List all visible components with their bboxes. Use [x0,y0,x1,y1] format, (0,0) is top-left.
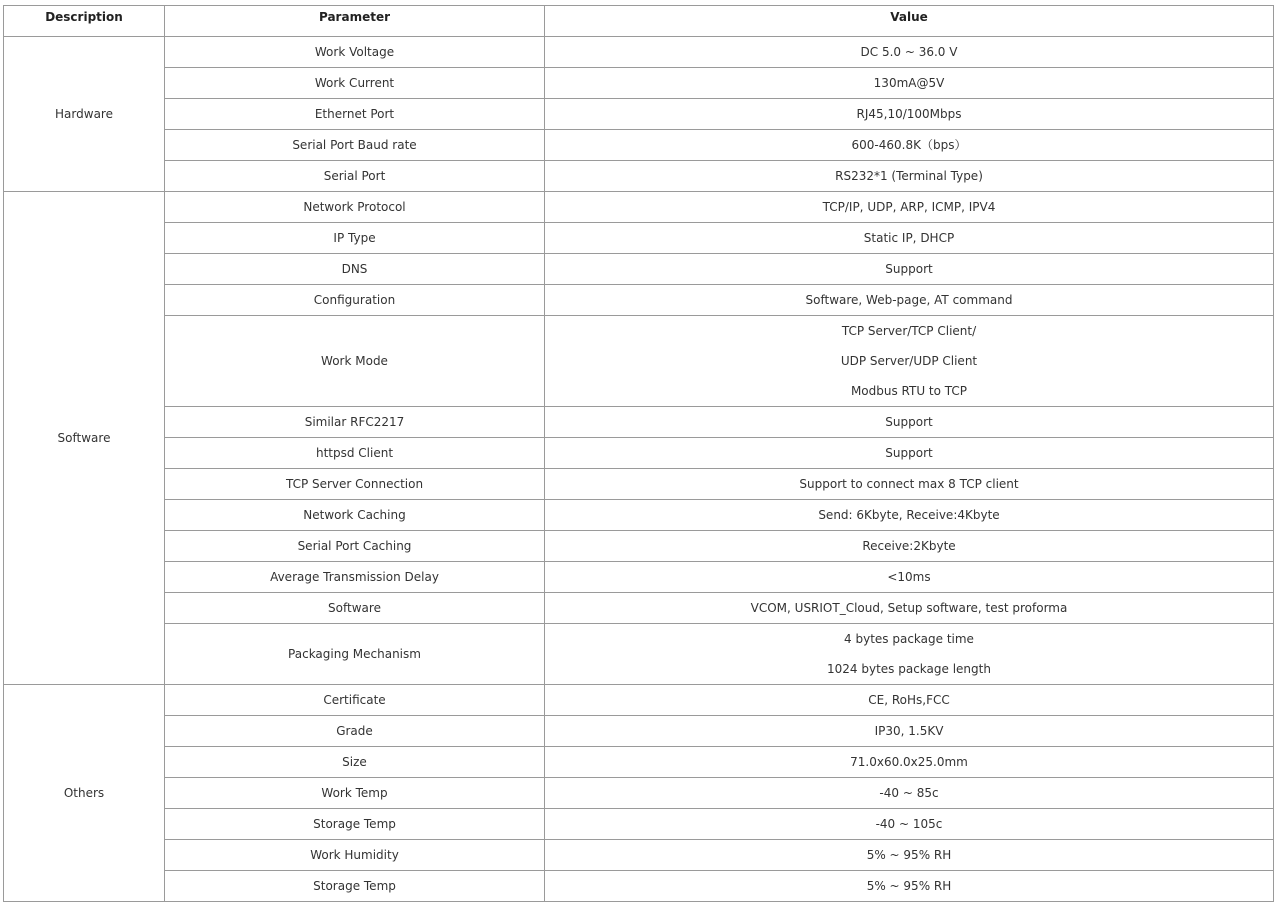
header-parameter: Parameter [165,6,545,37]
table-row [4,716,1274,747]
parameter-cell: Grade [165,716,545,747]
header-value: Value [545,6,1274,37]
table-row [4,840,1274,871]
value-cell: Support to connect max 8 TCP client [545,469,1274,500]
table-row [4,871,1274,902]
table-row [4,161,1274,192]
value-cell: 600-460.8K（bps） [545,130,1274,161]
value-cell: Support [545,254,1274,285]
value-cell: Software, Web-page, AT command [545,285,1274,316]
parameter-cell: DNS [165,254,545,285]
table-row [4,192,1274,223]
parameter-cell: Serial Port Caching [165,531,545,562]
table-row [4,99,1274,130]
value-cell: 71.0x60.0x25.0mm [545,747,1274,778]
value-cell: Static IP, DHCP [545,223,1274,254]
value-cell: -40 ~ 85c [545,778,1274,809]
value-line: TCP Server/TCP Client/ [841,324,977,338]
value-cell [545,624,1274,685]
parameter-cell: Work Humidity [165,840,545,871]
table-row [4,223,1274,254]
value-cell: Support [545,407,1274,438]
table-row [4,500,1274,531]
value-cell: Send: 6Kbyte, Receive:4Kbyte [545,500,1274,531]
table-row [4,316,1274,407]
table-row [4,778,1274,809]
parameter-cell: Work Voltage [165,37,545,68]
parameter-cell: Similar RFC2217 [165,407,545,438]
parameter-cell: Serial Port [165,161,545,192]
table-row [4,285,1274,316]
parameter-cell: Certificate [165,685,545,716]
header-row [4,6,1274,37]
group-label-hardware: Hardware [4,37,165,192]
value-cell: Receive:2Kbyte [545,531,1274,562]
table-row [4,531,1274,562]
value-cell: RJ45,10/100Mbps [545,99,1274,130]
value-line: 1024 bytes package length [827,662,991,676]
value-cell: VCOM, USRIOT_Cloud, Setup software, test proforma [545,593,1274,624]
value-cell [545,316,1274,407]
spec-table [3,5,1274,902]
table-row [4,624,1274,685]
table-row [4,407,1274,438]
table-row [4,685,1274,716]
group-label-software: Software [4,192,165,685]
table-row [4,747,1274,778]
value-cell: IP30, 1.5KV [545,716,1274,747]
parameter-cell: Work Current [165,68,545,99]
value-cell: TCP/IP, UDP, ARP, ICMP, IPV4 [545,192,1274,223]
table-row [4,438,1274,469]
value-cell: DC 5.0 ~ 36.0 V [545,37,1274,68]
table-row [4,562,1274,593]
parameter-cell: Network Protocol [165,192,545,223]
table-row [4,68,1274,99]
parameter-cell: Storage Temp [165,809,545,840]
parameter-cell: Packaging Mechanism [165,624,545,685]
parameter-cell: Software [165,593,545,624]
parameter-cell: httpsd Client [165,438,545,469]
parameter-cell: Ethernet Port [165,99,545,130]
parameter-cell: Network Caching [165,500,545,531]
table-row [4,37,1274,68]
value-cell: Support [545,438,1274,469]
parameter-cell: TCP Server Connection [165,469,545,500]
value-cell: -40 ~ 105c [545,809,1274,840]
table-row [4,809,1274,840]
value-line: Modbus RTU to TCP [850,384,968,398]
parameter-cell: Average Transmission Delay [165,562,545,593]
value-cell: 130mA@5V [545,68,1274,99]
header-description: Description [4,6,165,37]
parameter-cell: Configuration [165,285,545,316]
value-cell: RS232*1 (Terminal Type) [545,161,1274,192]
table-row [4,469,1274,500]
value-cell: <10ms [545,562,1274,593]
value-line: 4 bytes package time [844,632,974,646]
group-label-others: Others [4,685,165,902]
value-cell: CE, RoHs,FCC [545,685,1274,716]
table-row [4,254,1274,285]
parameter-cell: Size [165,747,545,778]
parameter-cell: Work Mode [165,316,545,407]
parameter-cell: Storage Temp [165,871,545,902]
parameter-cell: IP Type [165,223,545,254]
value-cell: 5% ~ 95% RH [545,840,1274,871]
parameter-cell: Serial Port Baud rate [165,130,545,161]
parameter-cell: Work Temp [165,778,545,809]
value-line: UDP Server/UDP Client [840,354,978,368]
table-row [4,130,1274,161]
spec-body [4,37,1274,902]
table-row [4,593,1274,624]
value-cell: 5% ~ 95% RH [545,871,1274,902]
